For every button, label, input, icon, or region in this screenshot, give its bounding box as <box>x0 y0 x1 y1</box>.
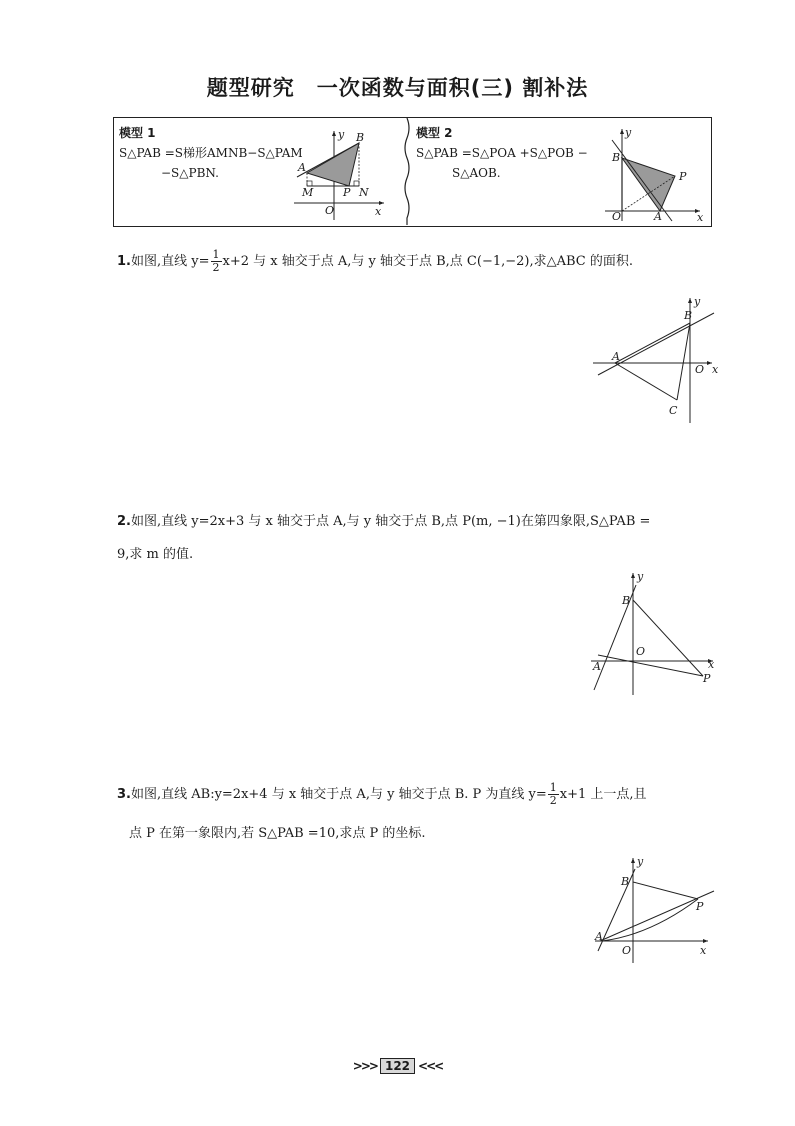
problem-1-number: 1. <box>117 254 131 269</box>
model-2-line-1: S△PAB =S△POA +S△POB − <box>416 146 588 160</box>
problem-1-text-after: x+2 与 x 轴交于点 A,与 y 轴交于点 B,点 C(−1,−2),求△ABC 的面积. <box>222 254 634 269</box>
model-box <box>113 117 712 227</box>
p1-label-b: B <box>684 309 693 322</box>
p3-label-o: O <box>622 944 632 957</box>
model-1-heading: 模型 1 <box>119 126 156 140</box>
p1-label-x: x <box>712 363 719 376</box>
problem-1-frac-den: 2 <box>212 261 220 274</box>
m2-label-p: P <box>679 170 687 183</box>
m2-label-x: x <box>697 211 704 223</box>
p2-label-b: B <box>622 594 631 607</box>
p3-label-x: x <box>700 944 707 957</box>
model-1-line-2: −S△PBN. <box>161 166 219 180</box>
p2-label-y: y <box>637 570 644 583</box>
model-divider <box>402 118 412 225</box>
problem-1 <box>117 245 717 278</box>
m2-label-a: A <box>654 210 662 223</box>
problem-1-figure <box>590 295 725 425</box>
p3-label-b: B <box>621 875 630 888</box>
p3-label-a: A <box>595 930 603 943</box>
p2-label-x: x <box>708 658 715 671</box>
problem-3-fraction <box>548 782 559 807</box>
problem-3-frac-den: 2 <box>549 794 557 807</box>
problem-3 <box>117 778 717 850</box>
problem-3-text-after: x+1 上一点,且 <box>559 787 647 802</box>
problem-2-line-2: 9,求 m 的值. <box>117 547 194 562</box>
problem-3-text-before: 如图,直线 AB:y=2x+4 与 x 轴交于点 A,与 y 轴交于点 B. P 为直线 y= <box>130 787 547 802</box>
p1-label-a: A <box>612 350 620 363</box>
m1-label-n: N <box>359 186 369 199</box>
model-2-line-2: S△AOB. <box>452 166 501 180</box>
p1-label-o: O <box>695 363 705 376</box>
p3-label-p: P <box>696 900 704 913</box>
page-number-box: 122 <box>380 1058 415 1074</box>
p2-label-a: A <box>593 660 601 673</box>
m1-label-b: B <box>356 131 365 144</box>
page-title <box>0 72 795 102</box>
problem-3-frac-num: 1 <box>549 781 557 794</box>
model-1-figure <box>289 128 399 223</box>
p3-label-y: y <box>637 855 644 868</box>
p1-label-y: y <box>694 295 701 308</box>
m1-label-y: y <box>338 128 345 141</box>
m1-label-a: A <box>298 161 306 174</box>
problem-1-fraction <box>211 249 222 274</box>
model-2-figure <box>600 126 708 223</box>
title-part-1: 题型研究 <box>206 76 295 100</box>
m2-label-o: O <box>612 210 622 223</box>
left-arrows-icon: >>> <box>352 1059 377 1073</box>
problem-2 <box>117 505 717 571</box>
model-2 <box>416 123 588 183</box>
problem-1-frac-num: 1 <box>212 248 220 261</box>
page-number <box>0 1058 795 1074</box>
p2-label-o: O <box>636 645 646 658</box>
model-1 <box>119 123 303 183</box>
problem-3-figure <box>590 855 720 965</box>
problem-3-line-2: 点 P 在第一象限内,若 S△PAB =10,求点 P 的坐标. <box>129 826 426 841</box>
m1-label-x: x <box>375 205 382 218</box>
m2-label-y: y <box>625 126 632 139</box>
problem-2-line-1: 如图,直线 y=2x+3 与 x 轴交于点 A,与 y 轴交于点 B,点 P(m, −1)在第四象限,S△PAB = <box>130 514 651 529</box>
model-2-heading: 模型 2 <box>416 126 453 140</box>
m1-label-m: M <box>302 186 314 199</box>
m2-label-b: B <box>612 151 621 164</box>
p1-label-c: C <box>669 404 678 417</box>
problem-2-figure <box>588 570 723 695</box>
right-arrows-icon: <<< <box>418 1059 443 1073</box>
m1-label-o: O <box>325 204 335 217</box>
problem-3-number: 3. <box>117 787 131 802</box>
problem-1-text-before: 如图,直线 y= <box>130 254 210 269</box>
problem-2-number: 2. <box>117 514 131 529</box>
title-part-2: 一次函数与面积(三) 割补法 <box>316 76 589 100</box>
m1-label-p: P <box>343 186 351 199</box>
model-1-line-1: S△PAB =S梯形AMNB−S△PAM <box>119 146 303 160</box>
p2-label-p: P <box>703 672 711 685</box>
